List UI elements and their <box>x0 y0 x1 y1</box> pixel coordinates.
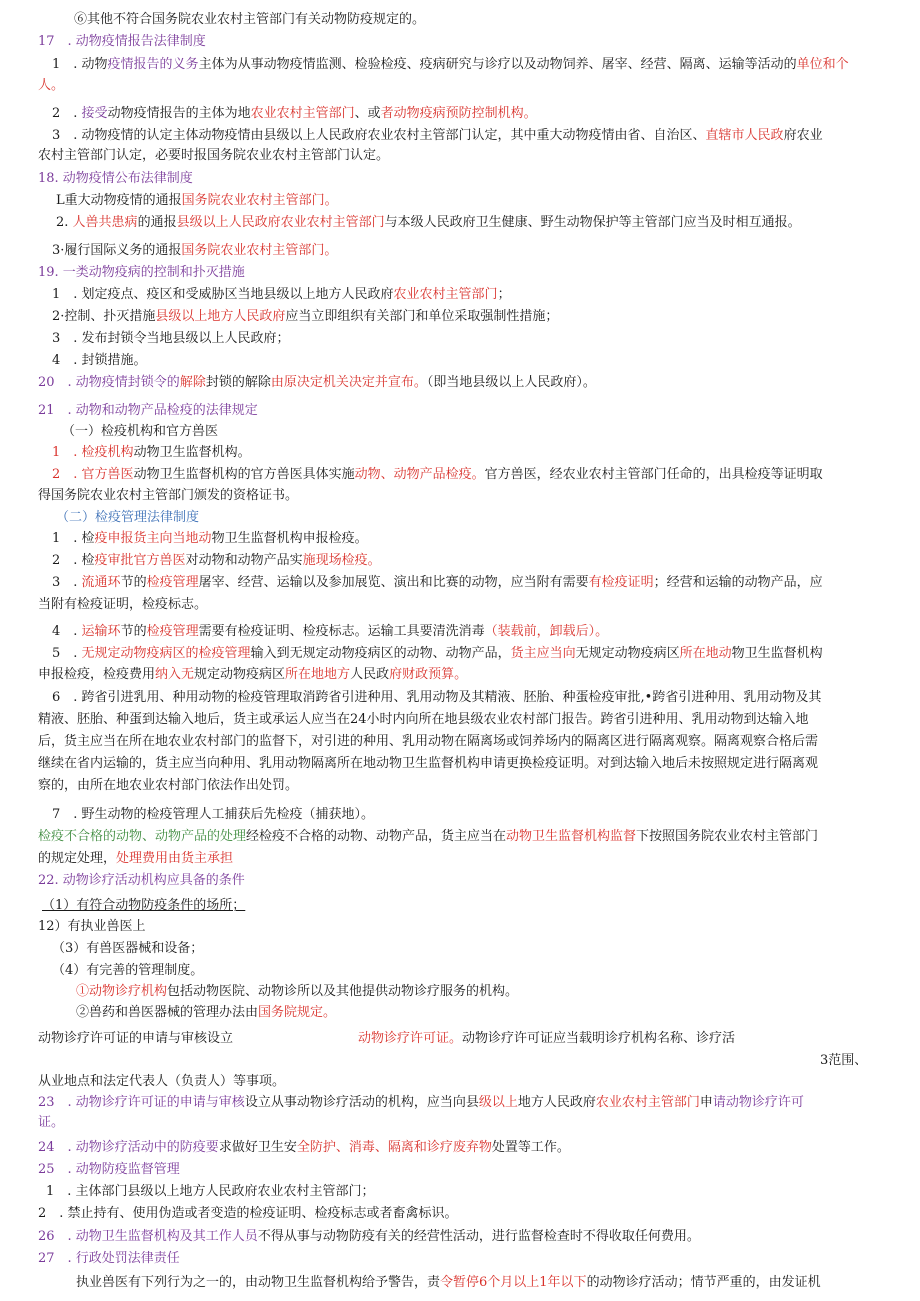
text-segment: 申 <box>699 1095 713 1110</box>
text-line <box>76 1004 336 1022</box>
text-segment: 屠宰、经营、运输以及参加展览、演出和比赛的动物，应当附有需要 <box>198 575 589 590</box>
text-segment: 6 . 跨省引进乳用、种用动物的检疫管理取消跨省引进种用、乳用动物及其精液、胚胎、种蛋检疫审批,•跨省引进种用、乳用动物及其 <box>52 690 822 705</box>
text-segment: 者动物疫病预防控制机构。 <box>380 106 537 121</box>
text-line <box>52 623 608 641</box>
text-line <box>52 962 203 980</box>
text-segment: 解除 <box>179 375 206 390</box>
text-segment: 对动物和动物产品实 <box>185 553 303 568</box>
text-segment: 20 . 动物疫情封锁令的 <box>38 375 180 390</box>
text-line <box>52 56 849 74</box>
section-heading-25 <box>38 1161 180 1179</box>
text-segment: 全防护、消毒、隔离和诊疗废弃物 <box>296 1140 492 1155</box>
text-segment: 无规定动物疫病区 <box>575 646 680 661</box>
text-segment: 动物诊疗许可证。 <box>358 1031 463 1046</box>
text-line <box>358 1030 735 1048</box>
text-segment: 官方兽医 <box>81 467 134 482</box>
text-segment: 令暂停6个月以上1年以下 <box>440 1275 587 1290</box>
text-segment: 的通报 <box>137 215 177 230</box>
text-segment: 不得从事与动物防疫有关的经营性活动，进行监督检查时不得收取任何费用。 <box>257 1229 700 1244</box>
text-segment: 下按照国务院农业农村主管部门 <box>636 829 819 844</box>
text-segment: 26 . 动物卫生监督机构及其工作人员 <box>38 1229 258 1244</box>
text-segment: （1）有符合动物防疫条件的场所； <box>42 898 246 913</box>
text-line <box>38 77 64 95</box>
text-line <box>56 214 801 232</box>
text-line <box>38 1205 458 1223</box>
text-line <box>52 308 558 326</box>
text-segment: 22. 动物诊疗活动机构应具备的条件 <box>38 873 245 888</box>
text-segment: 12）有执业兽医上 <box>38 919 146 934</box>
text-line <box>38 1073 285 1091</box>
text-segment: 县级以上地方人民政府 <box>155 309 286 324</box>
text-segment: 处置等工作。 <box>491 1140 570 1155</box>
text-segment: 请动物诊疗许可 <box>712 1095 804 1110</box>
text-segment: 人。 <box>38 78 65 93</box>
text-segment: 4 . 封锁措施。 <box>52 353 147 368</box>
text-segment: 1 . 主体部门县级以上地方人民政府农业农村主管部门； <box>46 1184 375 1199</box>
section-heading-22 <box>38 872 245 890</box>
text-segment: ②兽药和兽医器械的管理办法由 <box>76 1005 259 1020</box>
text-segment: 18. 动物疫情公布法律制度 <box>38 171 193 186</box>
text-line <box>52 127 823 145</box>
text-segment: 动物诊疗许可证的申请与审核设立 <box>38 1031 234 1046</box>
text-segment: 货主应当向 <box>510 646 576 661</box>
text-line <box>38 596 207 614</box>
text-segment: 运输环 <box>81 624 121 639</box>
text-segment: （装载前，卸载后）。 <box>484 624 609 639</box>
text-segment: ； <box>497 287 511 302</box>
text-segment: 国务院农业农村主管部门。 <box>181 193 338 208</box>
section-heading-26 <box>38 1228 700 1246</box>
text-line <box>56 192 338 210</box>
text-segment: 经检疫不合格的动物、动物产品，货主应当在 <box>246 829 507 844</box>
text-line <box>38 487 298 505</box>
text-segment: 人兽共患病 <box>72 215 138 230</box>
text-line <box>52 552 381 570</box>
text-segment: 农业农村主管部门 <box>393 287 498 302</box>
text-segment: L重大动物疫情的通报 <box>56 193 182 208</box>
text-segment: 级以上 <box>478 1095 518 1110</box>
text-segment: 有检疫证明 <box>588 575 654 590</box>
text-segment: 动物疫情报告的主体为地 <box>107 106 251 121</box>
text-line <box>38 711 809 729</box>
text-segment: 所在地地方 <box>285 667 351 682</box>
text-line <box>52 940 203 958</box>
text-segment: 得国务院农业农村主管部门颁发的资格证书。 <box>38 488 299 503</box>
text-segment: 府农业 <box>783 128 823 143</box>
text-line <box>74 11 425 29</box>
text-segment: 7 . 野生动物的检疫管理人工捕获后先检疫（捕获地）。 <box>52 807 375 822</box>
text-line <box>52 806 374 824</box>
text-segment: 需要有检疫证明、检疫标志。运输工具要清洗消毒 <box>198 624 485 639</box>
text-segment: （4）有完善的管理制度。 <box>52 963 204 978</box>
text-segment: 直辖市人民政 <box>705 128 784 143</box>
text-segment: 2 . 禁止持有、使用伪造或者变造的检疫证明、检疫标志或者畜禽标识。 <box>38 1206 458 1221</box>
text-segment: 后，货主应当在所在地农业农村部门的监督下，对引进的种用、乳用动物在隔离场或饲养场内的隔离区进行隔离观察。隔离观察合格后需 <box>38 734 819 749</box>
text-segment: 单位和个 <box>796 57 849 72</box>
text-segment: 4 . <box>52 624 82 639</box>
text-line <box>38 1030 233 1048</box>
text-segment: 申报检疫，检疫费用 <box>38 667 156 682</box>
text-line <box>52 645 823 663</box>
text-segment: 无规定动物疫病区的检疫管理 <box>81 646 251 661</box>
text-segment: 5 . <box>52 646 82 661</box>
subheading <box>56 509 199 527</box>
text-line <box>52 242 337 260</box>
text-segment: 1 . 动物 <box>52 57 108 72</box>
section-heading-17 <box>38 33 206 51</box>
text-line <box>52 105 537 123</box>
text-segment: 、或 <box>354 106 381 121</box>
text-line <box>52 352 147 370</box>
text-segment: 农业农村主管部门 <box>595 1095 700 1110</box>
text-line <box>820 1052 867 1070</box>
text-line <box>52 330 290 348</box>
text-segment: 动物卫生监督机构。 <box>133 445 251 460</box>
text-segment: 封锁的解除 <box>205 375 271 390</box>
text-segment: 物卫生监督机构 <box>731 646 823 661</box>
text-line <box>38 733 818 751</box>
text-line <box>76 1274 821 1292</box>
text-segment: 疫申报货主向当地动 <box>94 531 212 546</box>
text-segment: 25 . 动物防疫监督管理 <box>38 1162 180 1177</box>
text-segment: 1 . 检 <box>52 531 95 546</box>
text-segment: （3）有兽医器械和设备； <box>52 941 204 956</box>
text-segment: 处理费用由货主承担 <box>116 851 234 866</box>
text-segment: 地方人民政府 <box>517 1095 596 1110</box>
text-segment: 官方兽医，经农业农村主管部门任命的，出具检疫等证明取 <box>484 467 823 482</box>
section-heading-19 <box>38 264 245 282</box>
text-line <box>38 147 389 165</box>
text-segment: 的规定处理， <box>38 851 117 866</box>
text-segment: 2. <box>56 215 73 230</box>
text-segment: 节的 <box>120 575 147 590</box>
text-segment: 设立从事动物诊疗活动的机构，应当向县 <box>244 1095 479 1110</box>
text-segment: 接受 <box>81 106 108 121</box>
section-heading-27 <box>38 1250 180 1268</box>
text-segment: 输入到无规定动物疫病区的动物、动物产品， <box>250 646 511 661</box>
text-segment: 27 . 行政处罚法律责任 <box>38 1251 180 1266</box>
text-segment: （一）检疫机构和官方兽医 <box>62 424 219 439</box>
text-segment: 1 . 划定疫点、疫区和受威胁区当地县级以上地方人民政府 <box>52 287 394 302</box>
text-line <box>52 689 821 707</box>
text-segment: 2 . 检 <box>52 553 95 568</box>
text-segment: 检疫不合格的动物、动物产品的处理 <box>38 829 247 844</box>
text-segment: 纳入无 <box>155 667 195 682</box>
text-segment: ；经营和运输的动物产品，应 <box>653 575 823 590</box>
text-segment: 所在地动 <box>679 646 732 661</box>
text-segment: （即当地县级以上人民政府）。 <box>426 375 596 390</box>
text-segment: 检疫机构 <box>81 445 134 460</box>
text-line <box>52 286 511 304</box>
text-segment: 17 . 动物疫情报告法律制度 <box>38 34 206 49</box>
text-segment: 察的，由所在地农业农村部门依法作出处罚。 <box>38 778 299 793</box>
section-heading-21 <box>38 402 258 420</box>
text-segment: ①动物诊疗机构 <box>76 984 168 999</box>
text-segment: 的动物诊疗活动；情节严重的，由发证机 <box>586 1275 821 1290</box>
text-segment: （二）检疫管理法律制度 <box>56 510 200 525</box>
text-segment: 23 . 动物诊疗许可证的申请与审核 <box>38 1095 245 1110</box>
text-segment: 求做好卫生安 <box>218 1140 297 1155</box>
text-segment: 3·履行国际义务的通报 <box>52 243 182 258</box>
text-segment: 3范围、 <box>820 1053 868 1068</box>
text-segment: 19. 一类动物疫病的控制和扑灭措施 <box>38 265 245 280</box>
text-line <box>52 466 823 484</box>
text-segment: 3 . 动物疫情的认定主体动物疫情由县级以上人民政府农业农村主管部门认定，其中重大动物疫情由省、自治区、 <box>52 128 706 143</box>
text-segment: 县级以上人民政府农业农村主管部门 <box>176 215 385 230</box>
text-segment: 疫情报告的义务 <box>107 57 199 72</box>
text-segment: 包 <box>167 984 181 999</box>
text-segment: 2·控制、扑灭措施 <box>52 309 156 324</box>
text-segment: 物卫生监督机构申报检疫。 <box>211 531 368 546</box>
text-segment: 动物卫生监督机构的官方兽医具体实施 <box>133 467 355 482</box>
text-segment: 动物卫生监督机构监督 <box>506 829 637 844</box>
text-segment: 证。 <box>38 1115 65 1130</box>
text-segment: 人民政 <box>350 667 390 682</box>
text-segment: 流通环 <box>81 575 121 590</box>
text-segment: 当附有检疫证明，检疫标志。 <box>38 597 208 612</box>
text-segment: 21 . 动物和动物产品检疫的法律规定 <box>38 403 258 418</box>
text-line <box>38 1114 64 1132</box>
section-heading-20 <box>38 374 596 392</box>
text-segment: 动物、动物产品检疫。 <box>354 467 485 482</box>
text-segment: 主体为从事动物疫情监测、检验检疫、疫病研究与诊疗以及动物饲养、屠宰、经营、隔离、运输等活动的 <box>198 57 797 72</box>
section-heading-18 <box>38 170 193 188</box>
text-line <box>38 755 818 773</box>
text-line <box>38 850 233 868</box>
text-segment: 3 . <box>52 575 82 590</box>
text-segment: 农村主管部门认定，必要时报国务院农业农村主管部门认定。 <box>38 148 390 163</box>
text-line <box>52 444 251 462</box>
text-segment: 动物诊疗许可证应当载明诊疗机构名称、诊疗活 <box>462 1031 736 1046</box>
text-segment: 3 . 发布封锁令当地县级以上人民政府； <box>52 331 290 346</box>
text-segment: 2 . <box>52 106 82 121</box>
text-line <box>38 918 146 936</box>
text-line <box>46 1183 375 1201</box>
text-segment: 1 . <box>52 445 82 460</box>
text-line <box>76 983 518 1001</box>
text-segment: 国务院农业农村主管部门。 <box>181 243 338 258</box>
text-segment: 节的 <box>120 624 147 639</box>
text-segment: 府财政预算。 <box>389 667 468 682</box>
section-heading-23 <box>38 1094 804 1112</box>
text-segment: 检疫管理 <box>146 575 199 590</box>
text-segment: 24 . 动物诊疗活动中的防疫要 <box>38 1140 219 1155</box>
text-line <box>52 574 823 592</box>
text-segment: 从业地点和法定代表人（负责人）等事项。 <box>38 1074 286 1089</box>
subheading <box>62 423 218 441</box>
text-segment: 检疫管理 <box>146 624 199 639</box>
text-segment: 疫审批官方兽医 <box>94 553 186 568</box>
text-segment: 规定动物疫病区 <box>194 667 286 682</box>
text-segment: 2 . <box>52 467 82 482</box>
text-segment: 精液、胚胎、种蛋到达输入地后，货主或承运人应当在24小时内向所在地县级农业农村部门报告。跨省引进种用、乳用动物到达输入地 <box>38 712 809 727</box>
text-line <box>42 897 245 915</box>
text-segment: 继续在省内运输的，货主应当向种用、乳用动物隔离所在地动物卫生监督机构申请更换检疫证明。对到达输入地后未按照规定进行隔离观 <box>38 756 819 771</box>
text-segment: 执业兽医有下列行为之一的，由动物卫生监督机构给予警告，责 <box>76 1275 441 1290</box>
text-line <box>52 530 368 548</box>
text-segment: 施现场检疫。 <box>302 553 381 568</box>
text-segment: 与本级人民政府卫生健康、野生动物保护等主管部门应当及时相互通报。 <box>384 215 801 230</box>
text-line <box>38 666 467 684</box>
text-segment: 由原决定机关决定并宣布。 <box>270 375 427 390</box>
text-line <box>38 828 818 846</box>
text-segment: 应当立即组织有关部门和单位采取强制性措施； <box>285 309 559 324</box>
text-segment: 农业农村主管部门 <box>250 106 355 121</box>
text-segment: ⑥其他不符合国务院农业农村主管部门有关动物防疫规定的。 <box>74 12 426 27</box>
text-segment: 括动物医院、动物诊所以及其他提供动物诊疗服务的机构。 <box>180 984 519 999</box>
text-line <box>38 777 298 795</box>
section-heading-24 <box>38 1139 570 1157</box>
text-segment: 国务院规定。 <box>258 1005 337 1020</box>
